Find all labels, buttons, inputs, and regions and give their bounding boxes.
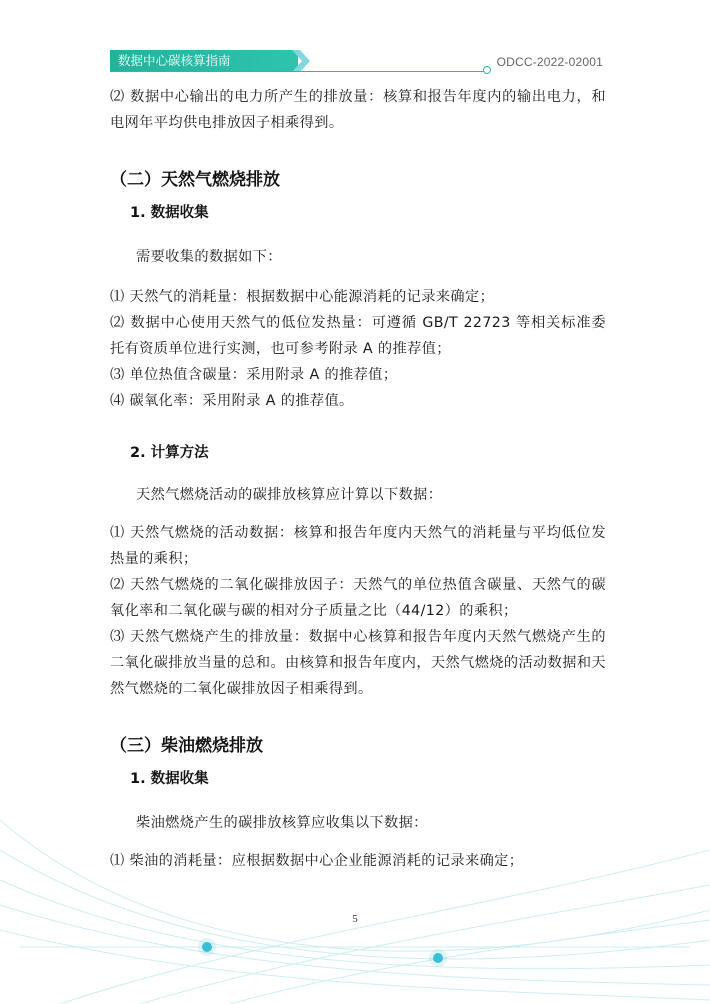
list-item: ⑶ 单位热值含碳量：采用附录 A 的推荐值；	[110, 367, 398, 383]
header-title: 数据中心碳核算指南	[110, 50, 298, 71]
header-rule-dot	[483, 66, 491, 74]
paragraph-output-emissions: ⑵ 数据中心输出的电力所产生的排放量：核算和报告年度内的输出电力，和电网年平均供电排放因子相乘得到。	[110, 89, 606, 131]
list-item: ⑴ 天然气燃烧的活动数据：核算和报告年度内天然气的消耗量与平均低位发热量的乘积；	[110, 525, 606, 567]
list-item: ⑵ 数据中心使用天然气的低位发热量：可遵循 GB/T 22723 等相关标准委托有资质单位进行实测，也可参考附录 A 的推荐值；	[110, 315, 606, 357]
intro-text: 天然气燃烧活动的碳排放核算应计算以下数据：	[136, 487, 443, 503]
list-item: ⑴ 柴油的消耗量：应根据数据中心企业能源消耗的记录来确定；	[110, 853, 524, 869]
list-item: ⑴ 天然气的消耗量：根据数据中心能源消耗的记录来确定；	[110, 289, 495, 305]
page-number: 5	[352, 913, 358, 925]
subsection-heading-data-collection: 1. 数据收集	[130, 771, 209, 787]
header-rule	[110, 71, 486, 72]
section-heading-natural-gas: （二）天然气燃烧排放	[110, 170, 280, 190]
calculation-list	[110, 520, 606, 702]
page-content	[110, 80, 606, 874]
data-collection-list	[110, 284, 606, 414]
document-code: ODCC-2022-02001	[496, 55, 603, 69]
list-item: ⑵ 天然气燃烧的二氧化碳排放因子：天然气的单位热值含碳量、天然气的碳氧化率和二氧化碳与碳的相对分子质量之比（44/12）的乘积；	[110, 577, 606, 619]
subsection-heading-data-collection: 1. 数据收集	[130, 205, 209, 221]
list-item: ⑶ 天然气燃烧产生的排放量：数据中心核算和报告年度内天然气燃烧产生的二氧化碳排放当量的总和。由核算和报告年度内，天然气燃烧的活动数据和天然气燃烧的二氧化碳排放因子相乘得到。	[110, 629, 606, 697]
footer-wave-decoration	[0, 790, 710, 1004]
subsection-heading-calculation: 2. 计算方法	[130, 445, 209, 461]
list-item: ⑷ 碳氧化率：采用附录 A 的推荐值。	[110, 393, 354, 409]
intro-text: 需要收集的数据如下：	[136, 249, 282, 265]
section-heading-diesel: （三）柴油燃烧排放	[110, 736, 263, 756]
intro-text: 柴油燃烧产生的碳排放核算应收集以下数据：	[136, 815, 428, 831]
